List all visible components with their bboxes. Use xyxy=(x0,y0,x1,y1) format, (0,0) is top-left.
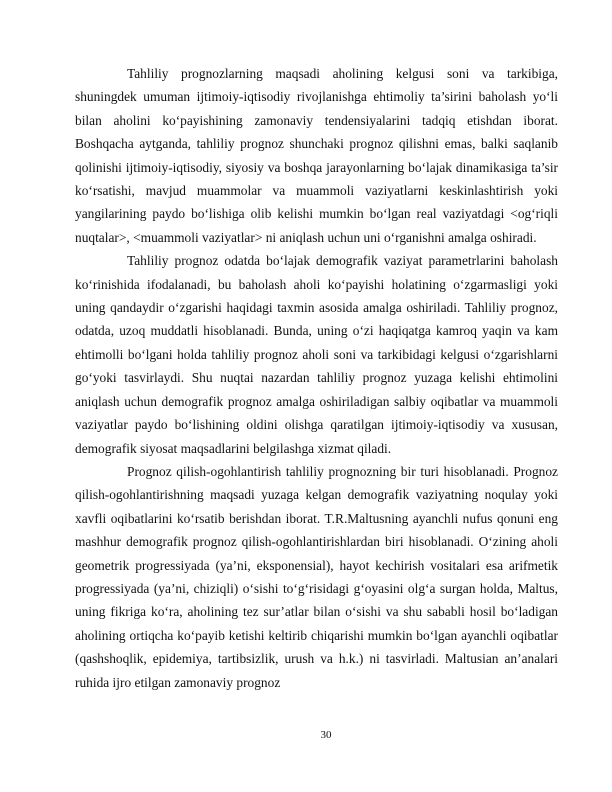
body-text xyxy=(75,62,558,694)
page-number: 30 xyxy=(320,729,332,741)
paragraph: Tahliliy prognoz odatda bo‘lajak demografik vaziyat parametrlarini baholash ko‘rinishida ifodalanadi, bu baholash aholi ko‘payishi holatining o‘zgarmasligi yoki uning qandaydir o‘zgarishi haqidagi taxmin asosida amalga oshiriladi. Tahliliy prognoz, odatda, uzoq muddatli hisoblanadi. Bunda, uning o‘zi haqiqatga kamroq yaqin va kam ehtimolli bo‘lgani holda tahliliy prognoz aholi soni va tarkibidagi kelgusi o‘zgarishlarni go‘yoki tasvirlaydi. Shu nuqtai nazardan tahliliy prognoz yuzaga kelishi ehtimolini aniqlash uchun demografik prognoz amalga oshiriladigan salbiy oqibatlar va muammoli vaziyatlar paydo bo‘lishining oldini olishga qaratilgan ijtimoiy-iqtisodiy va xususan, demografik siyosat maqsadlarini belgilashga xizmat qiladi. xyxy=(75,253,558,456)
paragraph: Tahliliy prognozlarning maqsadi aholining kelgusi soni va tarkibiga, shuningdek umuman ijtimoiy-iqtisodiy rivojlanishga ehtimoliy ta’sirini baholash yo‘li bilan aholini ko‘payishining zamonaviy tendensiyalarini tadqiq etishdan iborat. Boshqacha aytganda, tahliliy prognoz shunchaki prognoz qilishni emas, balki saqlanib qolinishi ijtimoiy-iqtisodiy, siyosiy va boshqa jarayonlarning bo‘lajak dinamikasiga ta’sir ko‘rsatishi, mavjud muammolar va muammoli vaziyatlarni keskinlashtirish yoki yangilarining paydo bo‘lishiga olib kelishi mumkin bo‘lgan real vaziyatdagi <og‘riqli nuqtalar>, <muammoli vaziyatlar> ni aniqlash uchun uni o‘rganishni amalga oshiradi. xyxy=(75,66,558,245)
paragraph: Prognoz qilish-ogohlantirish tahliliy prognozning bir turi hisoblanadi. Prognoz qilish-ogohlantirishning maqsadi yuzaga kelgan demografik vaziyatning noqulay yoki xavfli oqibatlarini ko‘rsatib berishdan iborat. T.R.Maltusning ayanchli nufus qonuni eng mashhur demografik prognoz qilish-ogohlantirishlardan biri hisoblanadi. O‘zining aholi geometrik progressiyada (ya’ni, eksponensial), hayot kechirish vositalari esa arifmetik progressiyada (ya’ni, chiziqli) o‘sishi to‘g‘risidagi g‘oyasini olg‘a surgan holda, Maltus, uning fikriga ko‘ra, aholining tez sur’atlar bilan o‘sishi va shu sababli hosil bo‘ladigan aholining ortiqcha ko‘payib ketishi keltirib chiqarishi mumkin bo‘lgan ayanchli oqibatlar (qashshoqlik, epidemiya, tartibsizlik, urush va h.k.) ni tasvirladi. Maltusian an’analari ruhida ijro etilgan zamonaviy prognoz xyxy=(75,463,558,690)
